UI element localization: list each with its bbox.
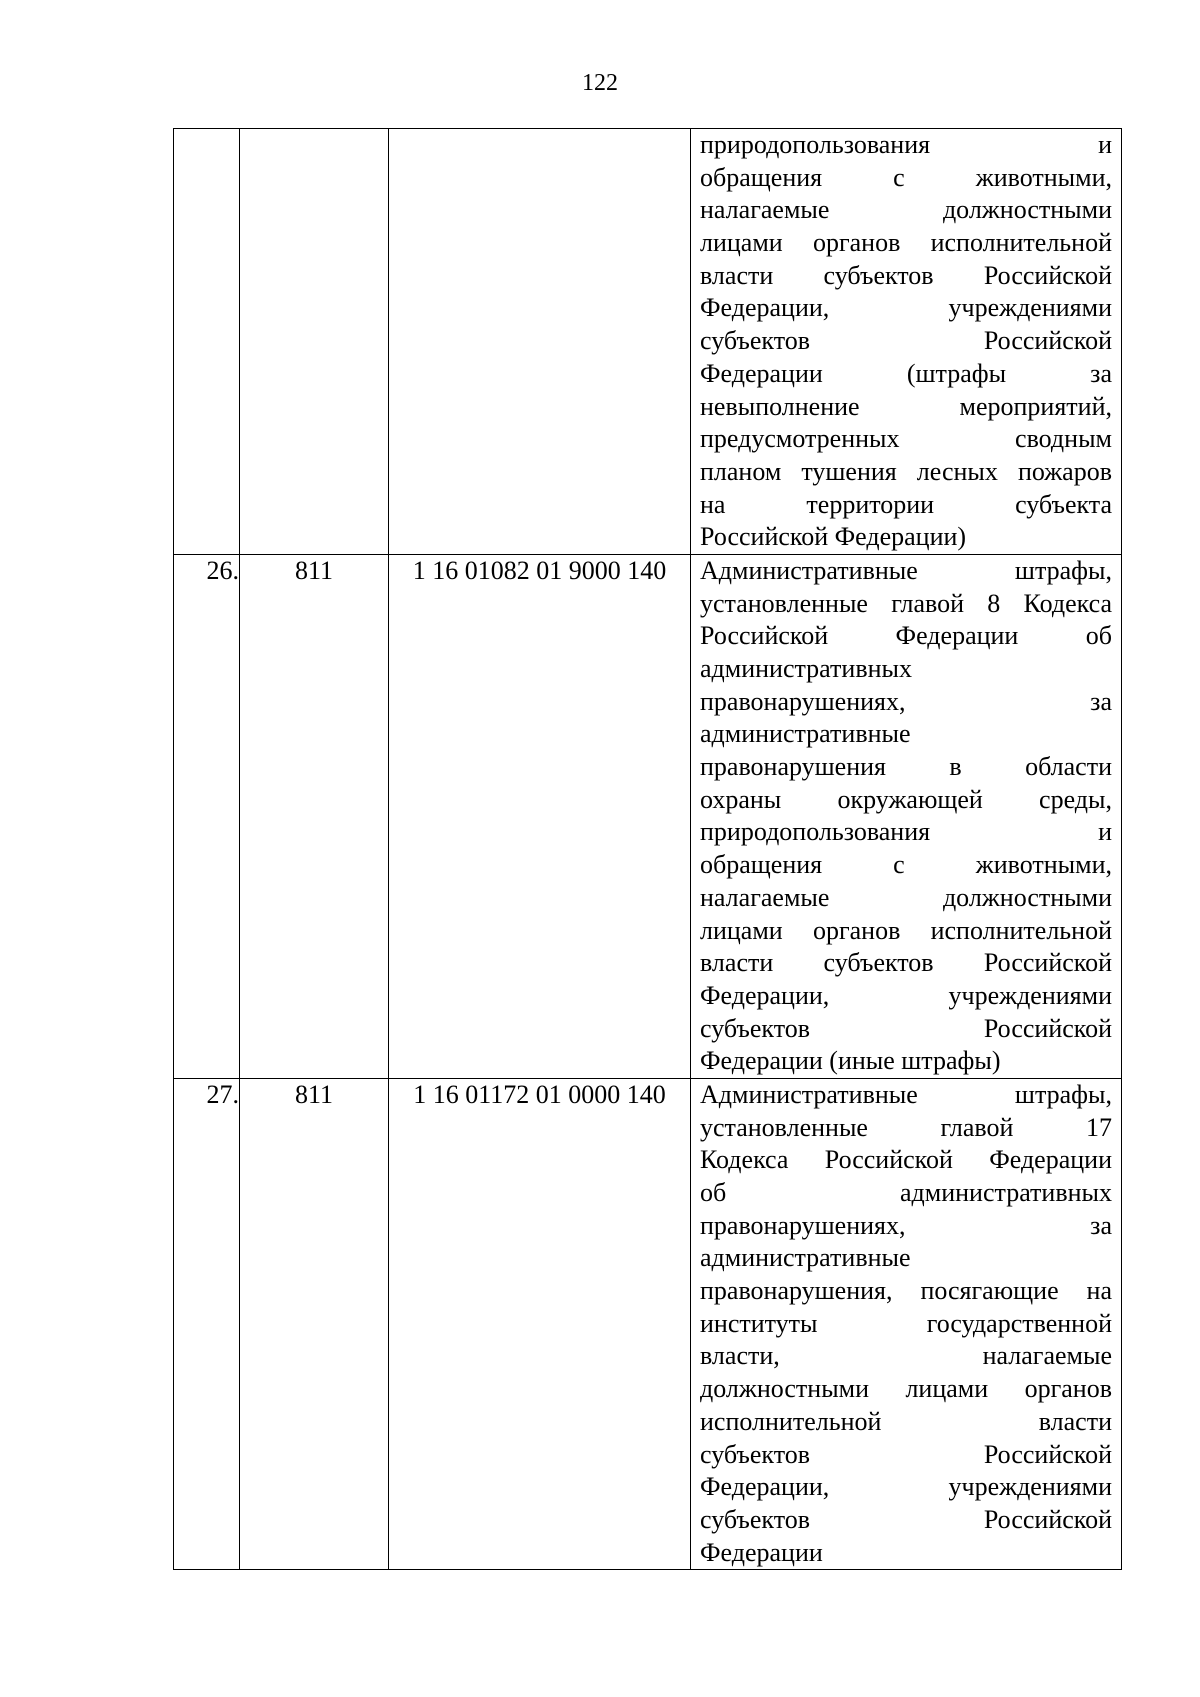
description-line: обращения с животными, — [700, 162, 1112, 192]
description-line: правонарушения, посягающие на — [700, 1276, 1112, 1306]
description-line: обращения с животными, — [700, 850, 1112, 880]
description-line: власти субъектов Российской — [700, 948, 1112, 978]
table-body — [174, 129, 1122, 1570]
description-line: власти субъектов Российской — [700, 260, 1112, 290]
description-line: институты государственной — [700, 1308, 1112, 1338]
admin-code-cell: 811 — [240, 554, 389, 1078]
description-line: планом тушения лесных пожаров — [700, 456, 1112, 486]
description-line: субъектов Российской — [700, 326, 1112, 356]
description-line: исполнительной власти — [700, 1406, 1112, 1436]
description-line: Кодекса Российской Федерации — [700, 1145, 1112, 1175]
description-line: субъектов Российской — [700, 1504, 1112, 1534]
description-line: лицами органов исполнительной — [700, 915, 1112, 945]
description-line: налагаемые должностными — [700, 195, 1112, 225]
kbk-code-cell: 1 16 01172 01 0000 140 — [389, 1078, 691, 1569]
description-line: природопользования и — [700, 130, 1112, 159]
description-line: об административных — [700, 1178, 1112, 1207]
description-line: лицами органов исполнительной — [700, 228, 1112, 258]
description-line: Административные штрафы, — [700, 555, 1112, 585]
admin-code-cell — [240, 129, 389, 555]
description-line: субъектов Российской — [700, 1013, 1112, 1043]
row-number-cell: 26. — [174, 554, 240, 1078]
description-cell — [691, 129, 1122, 555]
description-line: охраны окружающей среды, — [700, 784, 1112, 814]
description-line: природопользования и — [700, 817, 1112, 847]
description-line: административные — [700, 719, 911, 749]
description-line: власти, налагаемые — [700, 1341, 1112, 1371]
description-line: Федерации — [700, 1537, 823, 1567]
description-line: административные — [700, 1243, 911, 1273]
description-line: Федерации, учреждениями — [700, 1472, 1112, 1502]
description-line: установленные главой 8 Кодекса — [700, 588, 1112, 618]
description-line: Федерации (штрафы за — [700, 358, 1112, 388]
description-line: административных — [700, 654, 912, 683]
description-line: невыполнение мероприятий, — [700, 391, 1112, 421]
budget-codes-table — [173, 128, 1122, 1570]
description-cell — [691, 1078, 1122, 1569]
description-line: Российской Федерации) — [700, 522, 967, 552]
description-line: налагаемые должностными — [700, 882, 1112, 912]
description-line: Федерации (иные штрафы) — [700, 1046, 1001, 1076]
table-row — [174, 554, 1122, 1078]
page-number: 122 — [582, 70, 618, 96]
description-line: на территории субъекта — [700, 489, 1112, 519]
admin-code-cell: 811 — [240, 1078, 389, 1569]
kbk-code-cell — [389, 129, 691, 555]
table-row — [174, 1078, 1122, 1569]
description-line: Федерации, учреждениями — [700, 980, 1112, 1010]
description-cell — [691, 554, 1122, 1078]
description-line: Административные штрафы, — [700, 1079, 1112, 1109]
description-line: правонарушения в области — [700, 752, 1112, 782]
table-row — [174, 129, 1122, 555]
description-line: Федерации, учреждениями — [700, 293, 1112, 323]
description-line: правонарушениях, за — [700, 1210, 1112, 1240]
description-line: предусмотренных сводным — [700, 424, 1112, 454]
description-line: установленные главой 17 — [700, 1112, 1112, 1142]
row-number-cell — [174, 129, 240, 555]
kbk-code-cell: 1 16 01082 01 9000 140 — [389, 554, 691, 1078]
description-line: субъектов Российской — [700, 1439, 1112, 1469]
description-line: должностными лицами органов — [700, 1374, 1112, 1404]
description-line: правонарушениях, за — [700, 686, 1112, 716]
description-line: Российской Федерации об — [700, 621, 1112, 651]
row-number-cell: 27. — [174, 1078, 240, 1569]
